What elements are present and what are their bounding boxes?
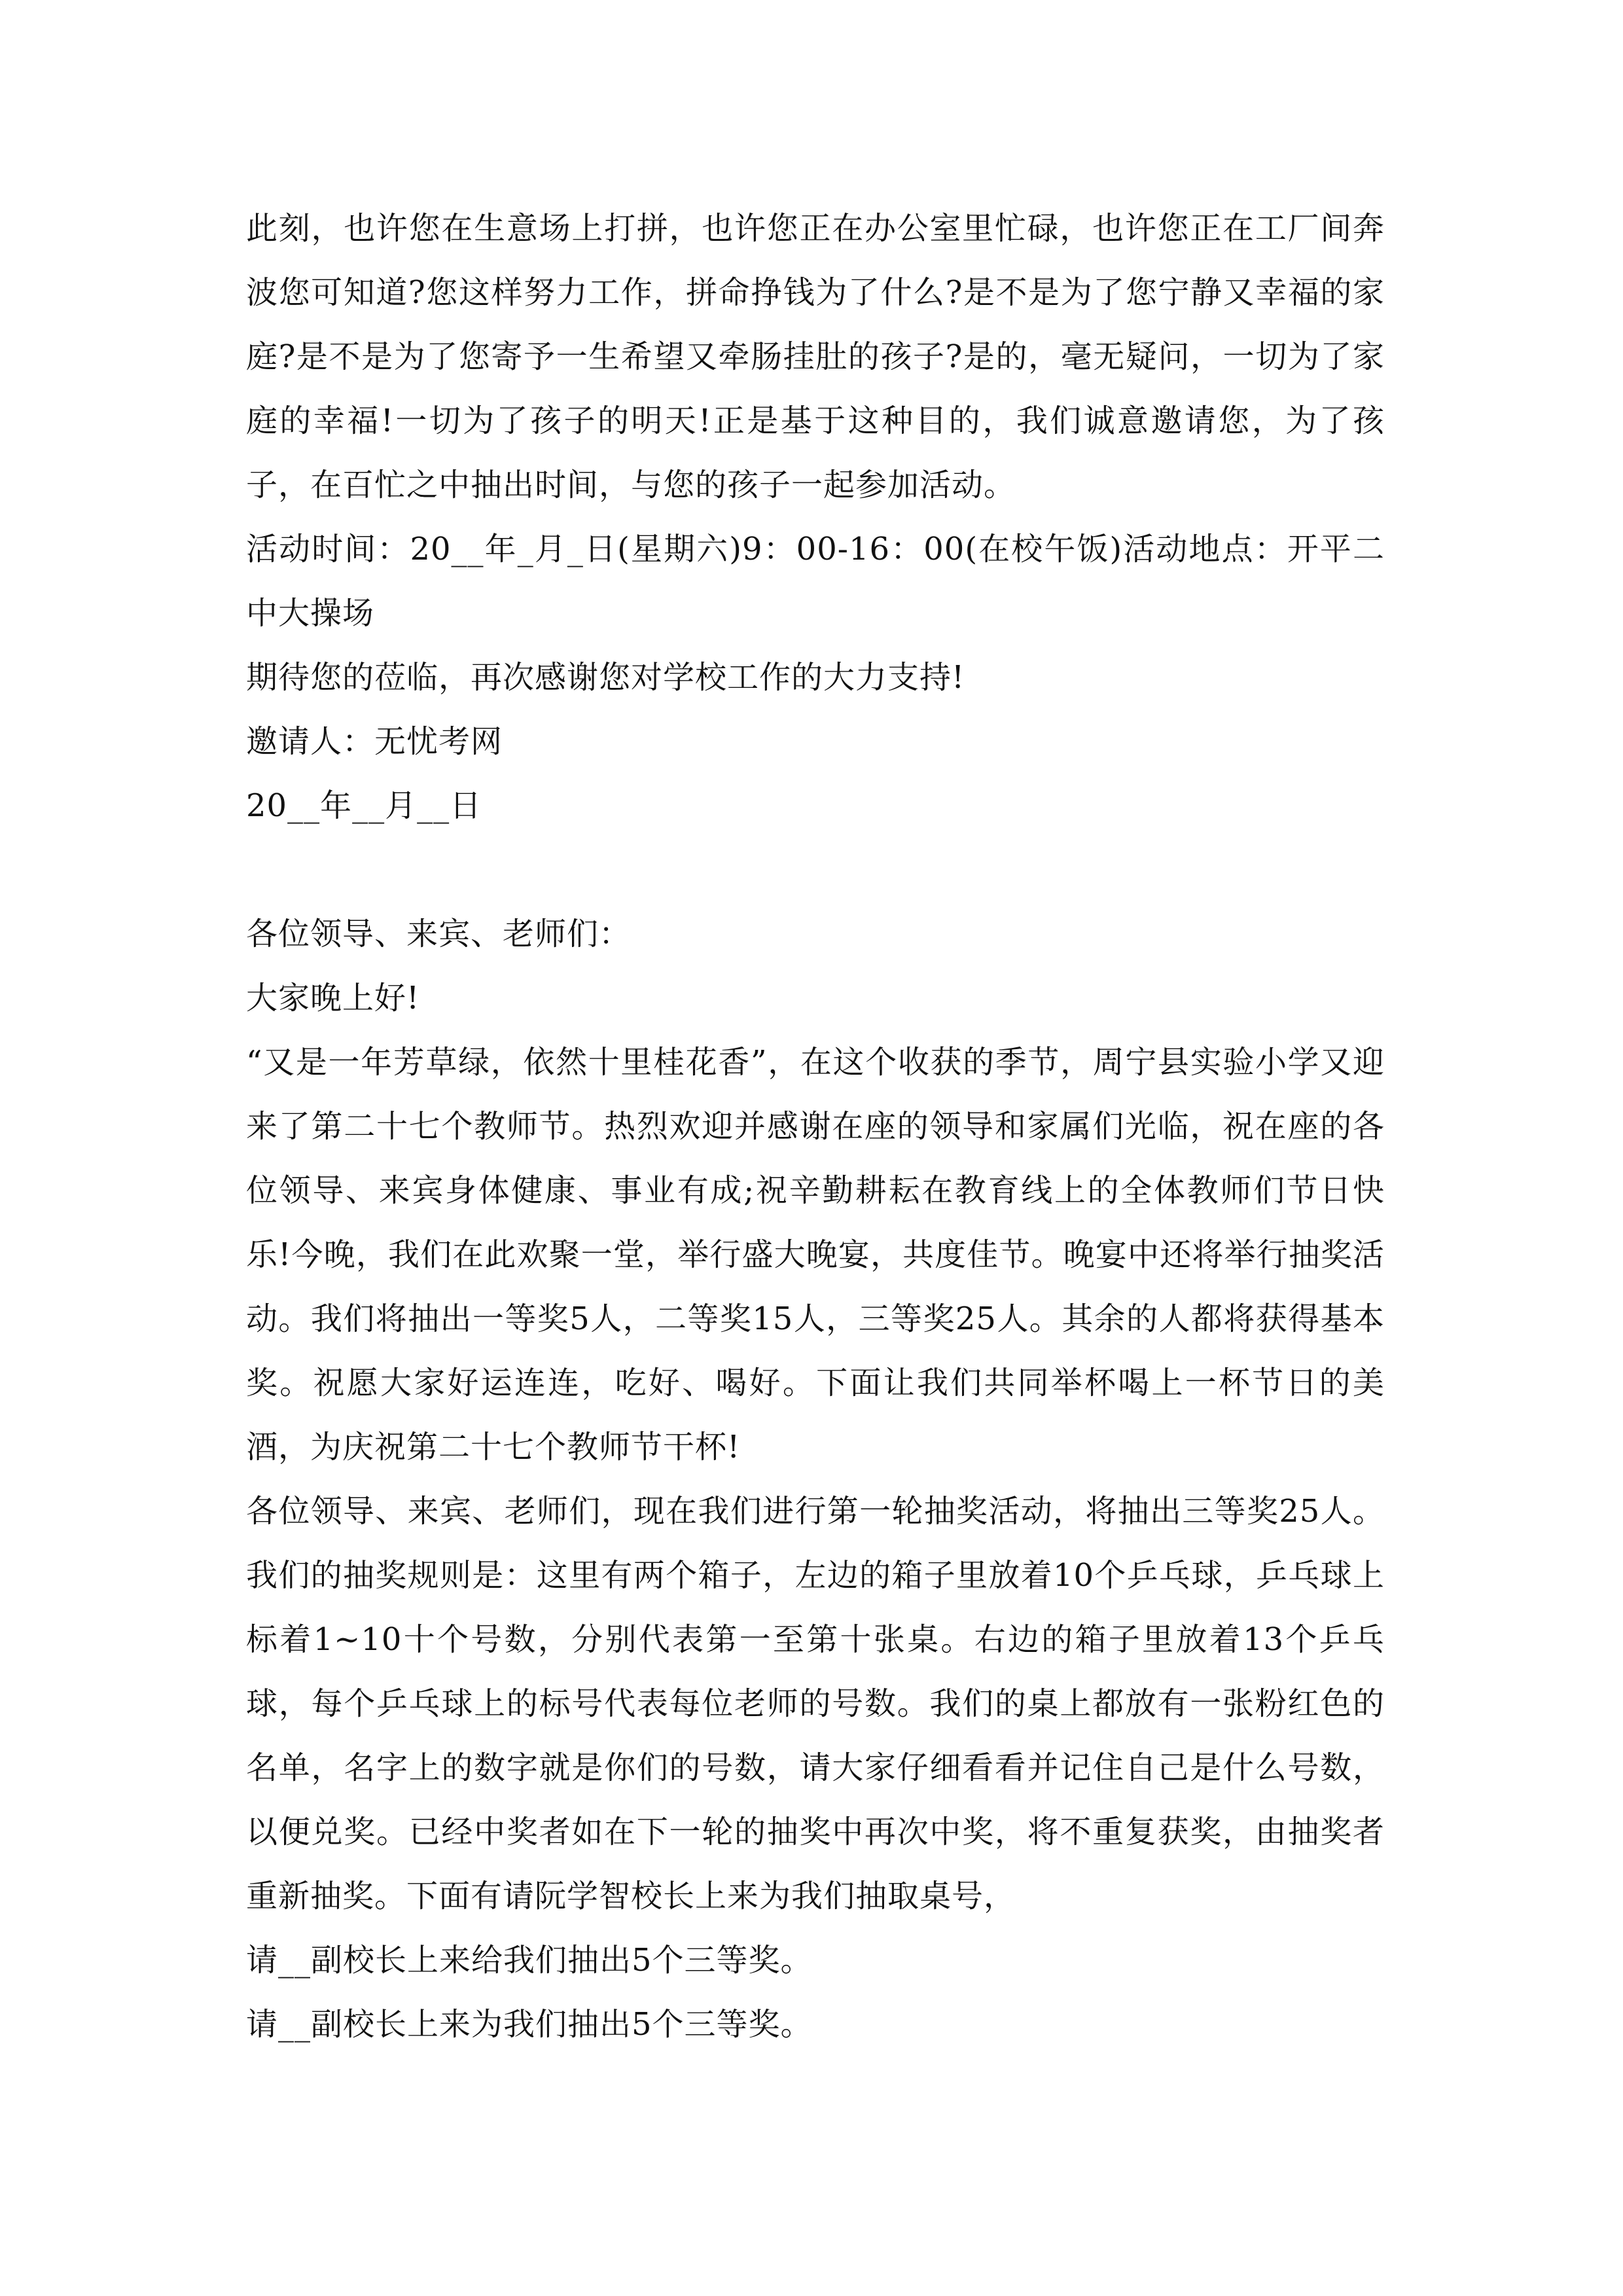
speech-line-2: 请__副校长上来为我们抽出5个三等奖。 [246, 2006, 813, 2043]
document-body [246, 196, 1385, 2056]
activity-time-location: 活动时间：20__年_月_日(星期六)9：00-16：00(在校午饭)活动地点：开平二中大操场 [246, 531, 1385, 632]
speech-paragraph-2: 各位领导、来宾、老师们，现在我们进行第一轮抽奖活动，将抽出三等奖25人。我们的抽奖规则是：这里有两个箱子，左边的箱子里放着10个乒乓球，乒乓球上标着1~10十个号数，分别代表第一至第十张桌。右边的箱子里放着13个乒乓球，每个乒乓球上的标号代表每位老师的号数。我们的桌上都放有一张粉红色的名单，名字上的数字就是你们的号数，请大家仔细看看并记住自己是什么号数，以便兑奖。已经中奖者如在下一轮的抽奖中再次中奖，将不重复获奖，由抽奖者重新抽奖。下面有请阮学智校长上来为我们抽取桌号， [246, 1493, 1385, 1914]
greeting: 大家晚上好! [246, 980, 420, 1016]
section-spacer [246, 838, 1385, 902]
salutation: 各位领导、来宾、老师们： [246, 916, 632, 952]
speech-line-1: 请__副校长上来给我们抽出5个三等奖。 [246, 1942, 813, 1979]
inviter-line: 邀请人：无忧考网 [246, 723, 503, 760]
date-line: 20__年__月__日 [246, 787, 482, 824]
speech-paragraph-1: “又是一年芳草绿，依然十里桂花香”，在这个收获的季节，周宁县实验小学又迎来了第二十七个教师节。热烈欢迎并感谢在座的领导和家属们光临，祝在座的各位领导、来宾身体健康、事业有成;祝辛勤耕耘在教育线上的全体教师们节日快乐!今晚，我们在此欢聚一堂，举行盛大晚宴，共度佳节。晚宴中还将举行抽奖活动。我们将抽出一等奖5人，二等奖15人，三等奖25人。其余的人都将获得基本奖。祝愿大家好运连连，吃好、喝好。下面让我们共同举杯喝上一杯节日的美酒，为庆祝第二十七个教师节干杯! [246, 1044, 1385, 1465]
invitation-paragraph: 此刻，也许您在生意场上打拼，也许您正在办公室里忙碌，也许您正在工厂间奔波您可知道?您这样努力工作，拼命挣钱为了什么?是不是为了您宁静又幸福的家庭?是不是为了您寄予一生希望又牵肠挂肚的孩子?是的，毫无疑问，一切为了家庭的幸福!一切为了孩子的明天!正是基于这种目的，我们诚意邀请您，为了孩子，在百忙之中抽出时间，与您的孩子一起参加活动。 [246, 210, 1385, 503]
closing-line: 期待您的莅临，再次感谢您对学校工作的大力支持! [246, 659, 965, 696]
